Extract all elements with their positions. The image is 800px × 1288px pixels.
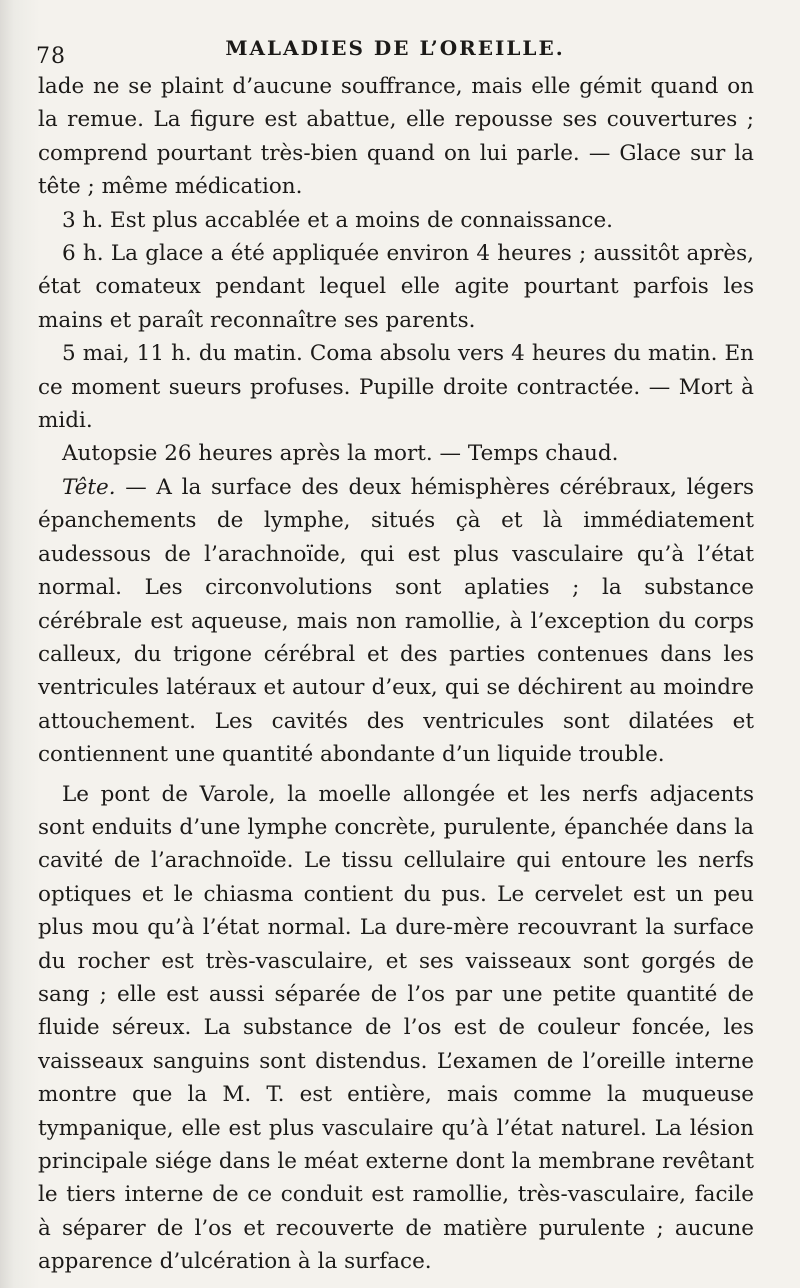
page-number: 78 — [36, 44, 66, 69]
paragraph-3h: 3 h. Est plus accablée et a moins de connaissance. — [62, 207, 614, 233]
paragraph-6h: 6 h. La glace a été appliquée environ 4 heures ; aussitôt après, état comateux pendant lequel elle agite pourtant parfois les mains et paraît reconnaître ses parents. — [38, 241, 754, 333]
paragraph-tete-text: — A la surface des deux hémisphères cérébraux, légers épanchements de lymphe, situés çà et là immédiatement audessous de l’arachnoïde, qui est plus vasculaire qu’à l’état normal. Les circonvolutions sont aplaties ; la substance cérébrale est aqueuse, mais non ramollie, à l’exception du corps calleux, du trigone cérébral et des parties contenues dans les ventricules latéraux et autour d’eux, qui se déchirent au moindre attouchement. Les cavités des ventricules sont dilatées et contiennent une quantité abondante d’un liquide trouble. — [38, 474, 754, 768]
paragraph-tete — [38, 471, 754, 772]
paragraph-continuation: lade ne se plaint d’aucune souffrance, mais elle gémit quand on la remue. La figure est abattue, elle repousse ses couvertures ; comprend pourtant très-bien quand on lui parle. — Glace sur la tête ; même médication. — [38, 74, 754, 200]
page-header — [36, 32, 754, 72]
paragraph-5-mai: 5 mai, 11 h. du matin. Coma absolu vers 4 heures du matin. En ce moment sueurs profuses. Pupille droite contractée. — Mort à midi. — [38, 341, 754, 434]
running-title: MALADIES DE L’OREILLE. — [225, 36, 565, 60]
italic-lead: Tête. — [62, 474, 116, 500]
body-text — [38, 70, 754, 1279]
paragraph-autopsie: Autopsie 26 heures après la mort. — Temps chaud. — [62, 441, 619, 467]
paragraph-pont-de-varole: Le pont de Varole, la moelle allongée et les nerfs adjacents sont enduits d’une lymphe concrète, purulente, épanchée dans la cavité de l’arachnoïde. Le tissu cellulaire qui entoure les nerfs optiques et le chiasma contient du pus. Le cervelet est un peu plus mou qu’à l’état normal. La dure-mère recouvrant la surface du rocher est très-vasculaire, et ses vaisseaux sont gorgés de sang ; elle est aussi séparée de l’os par une petite quantité de fluide séreux. La substance de l’os est de couleur foncée, les vaisseaux sanguins sont distendus. L’examen de l’oreille interne montre que la M. T. est entière, mais comme la muqueuse tympanique, elle est plus vasculaire qu’à l’état naturel. La lésion principale siége dans le méat externe dont la membrane revêtant le tiers interne de ce conduit est ramollie, très-vasculaire, facile à séparer de l’os et recouverte de matière purulente ; aucune apparence d’ulcération à la surface. — [38, 781, 754, 1275]
